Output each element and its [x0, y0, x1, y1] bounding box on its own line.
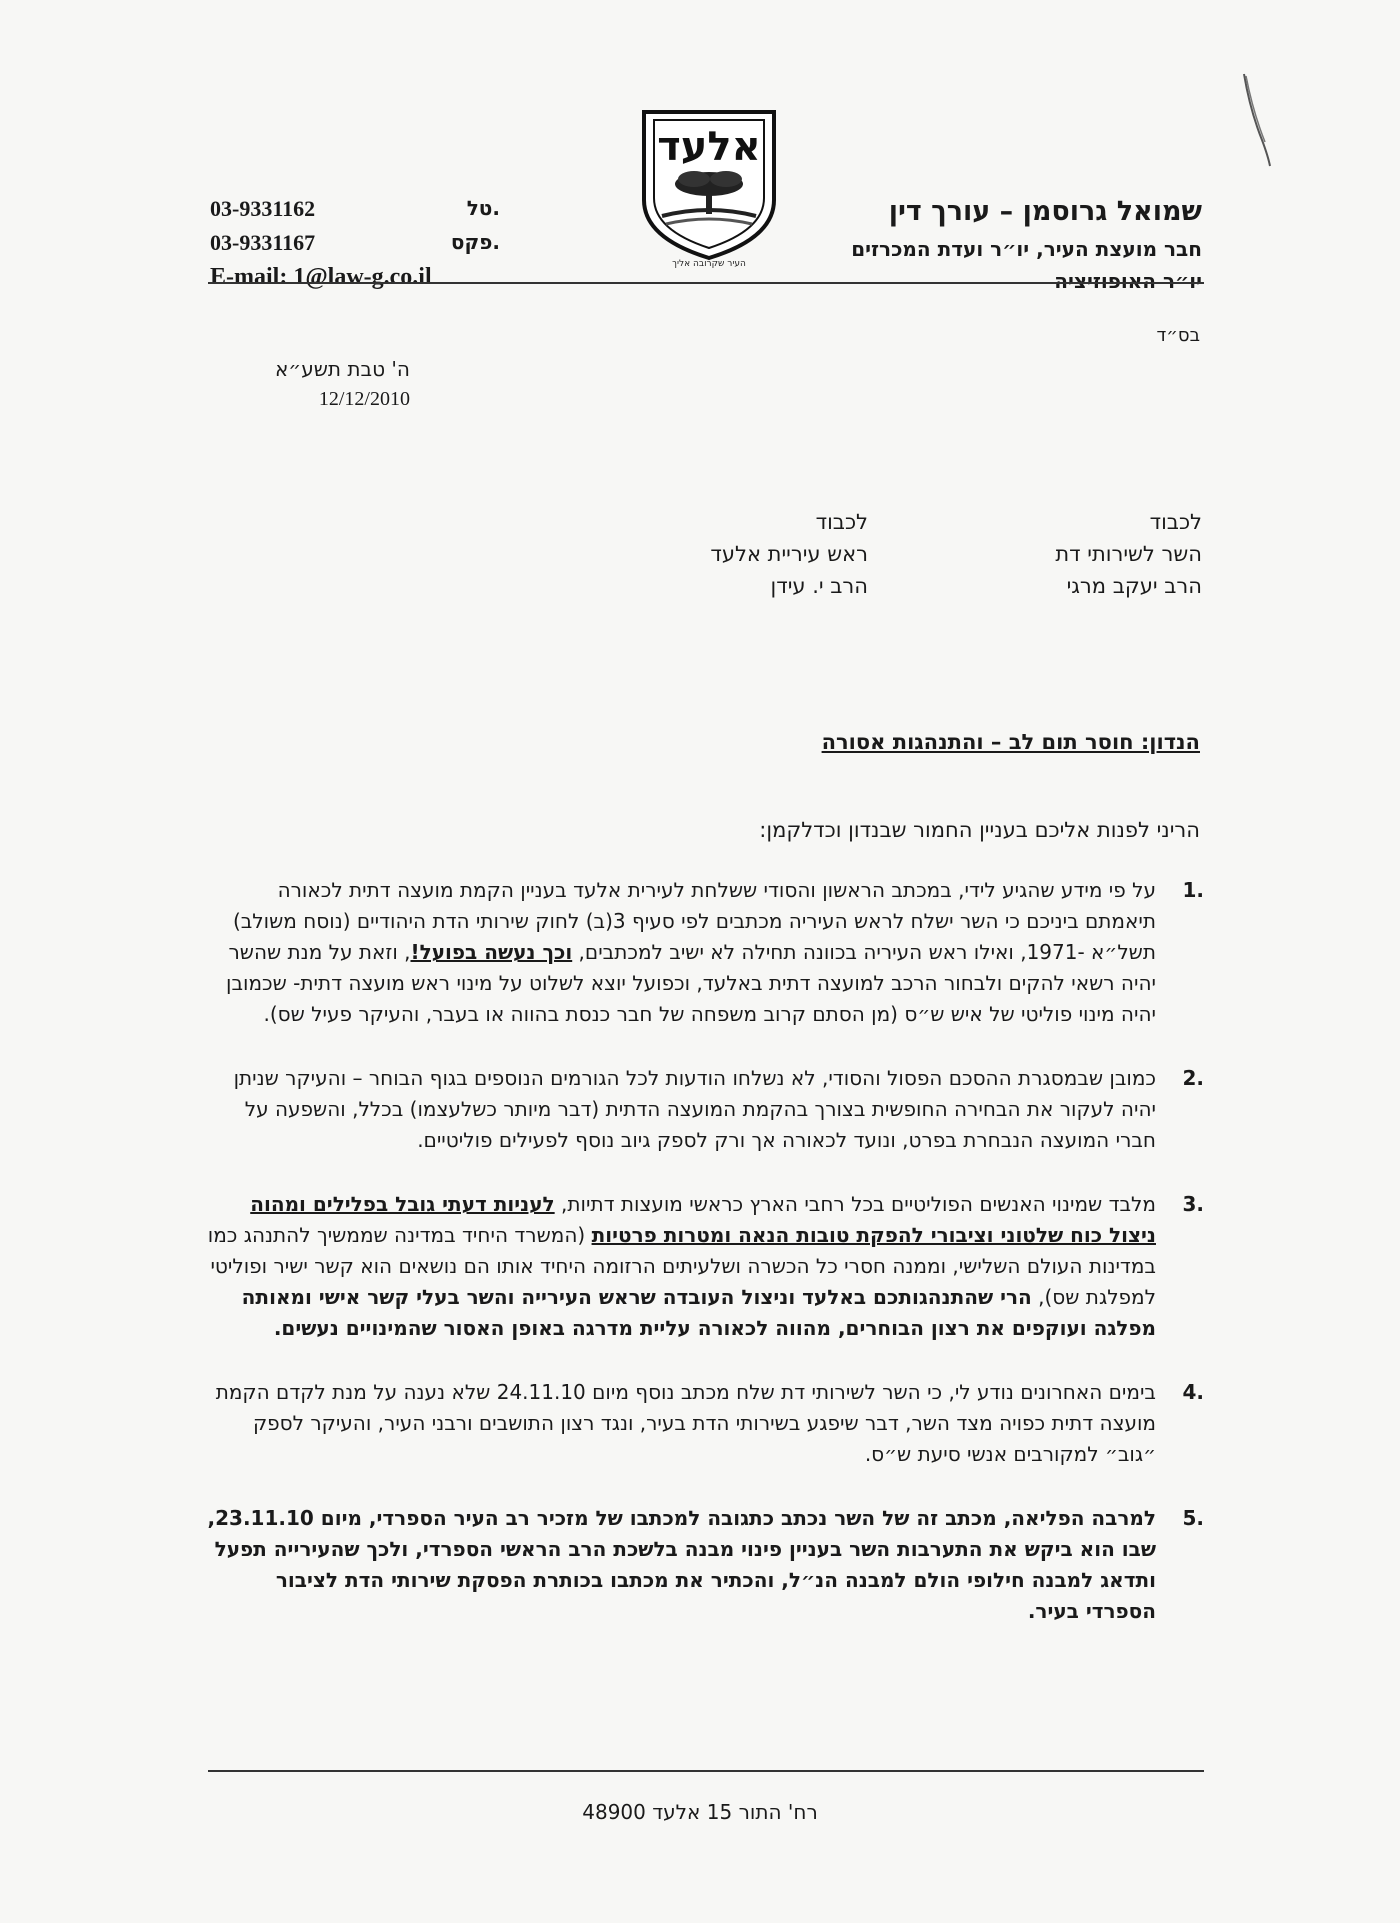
pen-mark-icon: [1238, 70, 1278, 170]
fax-label: פקס.: [450, 230, 500, 254]
recipient-line: הרב יעקב מרגי: [1066, 574, 1202, 598]
item-number: 5.: [1182, 1506, 1204, 1530]
list-item: [204, 875, 1204, 1030]
phone-number: 03-9331162: [210, 196, 316, 221]
letter-subject: הנדון: חוסר תום לב – והתנהגות אסורה: [821, 730, 1200, 754]
recipient-mayor: [568, 506, 868, 602]
item-text: למרבה הפליאה, מכתב זה של השר נכתב כתגובה למכתבו של מזכיר רב העיר הספרדי, מיום 23.11.10, שבו הוא ביקש את התערבות השר בעניין פינוי מבנה בלשכת הרב הראשי הספרדי, ולכך שהעירייה תפעל ותדאג למבנה חילופי הולם למבנה הנ״ל, והכתיר את מכתבו בכותרת הפסקת שירותי הדת לציבור הספרדי בעיר.: [207, 1506, 1156, 1623]
list-item: [204, 1503, 1204, 1627]
phone-row: [210, 196, 500, 222]
item-text: מלבד שמינוי האנשים הפוליטיים בכל רחבי הארץ כראשי מועצות דתיות,: [554, 1192, 1156, 1216]
item-emphasis: לעניות דעתי גובל בפלילים ומהוה ניצול כוח שלטוני וציבורי להפקת טובות הנאה ומטרות פרטיות: [250, 1192, 1156, 1247]
footer-address: רח' התור 15 אלעד 48900: [582, 1800, 818, 1824]
recipient-line: לכבוד: [1149, 510, 1202, 534]
recipient-line: הרב י. עידן: [770, 574, 868, 598]
recipient-line: לכבוד: [815, 510, 868, 534]
list-item: [204, 1189, 1204, 1344]
item-text: , וזאת על מנת שהשר יהיה רשאי להקים ולבחור הרכב למועצה דתית באלעד, וכפועל יוצא לשלוט על מינוי ראש מועצה דתית- שכמובן יהיה מינוי פוליטי של איש ש״ס (מן הסתם קרוב משפחה של חבר כנסת בהווה או בעבר, והעיקר פעיל שס).: [226, 940, 1156, 1026]
fax-number: 03-9331167: [210, 230, 316, 255]
footer-divider: [208, 1770, 1204, 1772]
contact-block: [210, 196, 500, 291]
item-number: 2.: [1182, 1066, 1204, 1090]
bsd-mark: בס״ד: [1156, 325, 1200, 346]
phone-label: טל.: [466, 196, 500, 220]
recipient-line: ראש עיריית אלעד: [710, 542, 868, 566]
header-divider: [208, 282, 1204, 284]
recipient-minister: [902, 506, 1202, 602]
item-number: 1.: [1182, 878, 1204, 902]
sender-title-2: יו״ר האופוזיציה: [1054, 269, 1202, 293]
item-text: על פי מידע שהגיע לידי, במכתב הראשון והסודי ששלחת לעירית אלעד בעניין הקמת מועצה דתית לכאורה תיאמתם ביניכם כי השר ישלח לראש העיריה מכתבים לפי סעיף 3(ב) לחוק שירותי הדת היהודיים (נוסח משולב) תשל״א -1971, ואילו ראש העיריה בכוונה תחילה לא ישיב למכתבים,: [232, 878, 1156, 964]
item-text: כמובן שבמסגרת ההסכם הפסול והסודי, לא נשלחו הודעות לכל הגורמים הנוספים בגוף הבוחר – והעיקר שניתן יהיה לעקור את הבחירה החופשית בצורך בהקמת המועצה הדתית (דבר מיותר כשלעצמו) בכלל, והשפעה על חברי המועצה הנבחרת בפרט, ונועד לכאורה אך ורק לספק גיוב נוסף לפעילים פוליטיים.: [233, 1066, 1156, 1152]
sender-title-1: חבר מועצת העיר, יו״ר ועדת המכרזים: [851, 237, 1202, 261]
recipient-line: השר לשירותי דת: [1055, 542, 1202, 566]
hebrew-date: ה' טבת תשע״א: [274, 357, 410, 381]
gregorian-date: 12/12/2010: [318, 388, 410, 410]
logo-tagline: העיר שקרובה אליך: [672, 259, 746, 268]
list-item: [204, 1377, 1204, 1470]
sender-name: שמואל גרוסמן – עורך דין: [888, 196, 1202, 227]
item-number: 4.: [1182, 1380, 1204, 1404]
list-item: [204, 1063, 1204, 1156]
logo-title: אלעד: [657, 124, 761, 170]
email-address: E-mail: 1@law-g.co.il: [210, 264, 432, 290]
item-text: בימים האחרונים נודע לי, כי השר לשירותי דת שלח מכתב נוסף מיום 24.11.10 שלא נענה על מנת לקדם הקמת מועצה דתית כפויה מצד השר, דבר שיפגע בשירותי הדת בעיר, ונגד רצון התושבים ורבני העיר, והעיקר לספק ״גוב״ למקורבים אנשי סיעת ש״ס.: [215, 1380, 1156, 1466]
elad-city-logo: [638, 108, 780, 268]
numbered-list: [204, 875, 1204, 1660]
letter-intro: הריני לפנות אליכם בעניין החמור שבנדון וכדלקמן:: [759, 818, 1200, 842]
item-number: 3.: [1182, 1192, 1204, 1216]
item-bold-text: הרי שהתנהגותכם באלעד וניצול העובדה שראש העירייה והשר בעלי קשר אישי ומאותה מפלגה ועוקפים את רצון הבוחרים, מהווה לכאורה עליית מדרגה באופן האסור שהמינויים נעשים.: [241, 1285, 1156, 1340]
fax-row: [210, 230, 500, 256]
item-text: (המשרד היחיד במדינה שממשיך להתנהג כמו במדינות העולם השלישי, וממנה חסרי כל הכשרה ושלעיתים הרזומה היחיד אותו הם נושאים הוא קשר ישיר ופוליטי למפלגת שס),: [207, 1223, 1156, 1309]
item-emphasis: וכך נעשה בפועל!: [410, 940, 573, 964]
